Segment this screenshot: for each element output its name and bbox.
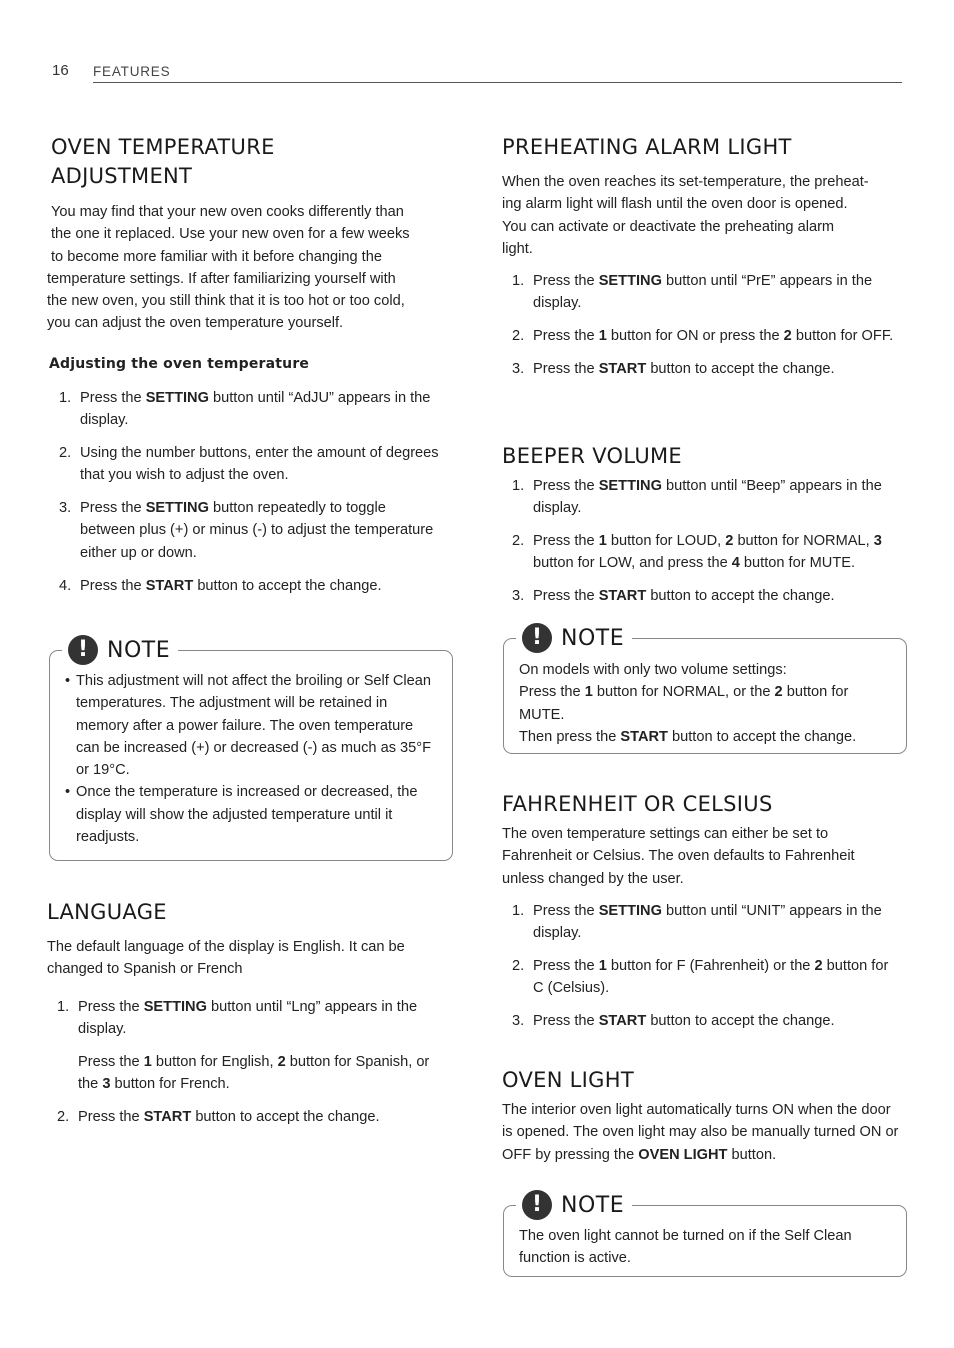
preheat-intro: When the oven reaches its set-temperature, the preheat- ing alarm light will flash until the oven door is opened. You can activate or deactivate the preheating alarm light. xyxy=(502,174,869,257)
fahrenheit-title: FAHRENHEIT OR CELSIUS xyxy=(502,792,773,816)
note-line: Press the 1 button for NORMAL, or the 2 button for MUTE. xyxy=(519,684,849,723)
list-item: 3. Press the START button to accept the change. xyxy=(512,1013,835,1030)
adjust-subheading: Adjusting the oven temperature xyxy=(49,356,310,372)
language-step1-detail: Press the 1 button for English, 2 button for Spanish, or the 3 button for French. xyxy=(78,1054,430,1093)
list-item: 1. Press the SETTING button until “Lng” appears in the display. xyxy=(57,999,418,1038)
oven-temp-title: OVEN TEMPERATURE ADJUSTMENT xyxy=(51,135,275,188)
language-title: LANGUAGE xyxy=(47,900,167,924)
list-item: 2. Using the number buttons, enter the amount of degrees that you wish to adjust the oven. xyxy=(59,445,439,484)
note-line: On models with only two volume settings: xyxy=(519,662,787,678)
list-item: • Once the temperature is increased or decreased, the display will show the adjusted temperature until it readjusts. xyxy=(65,781,440,848)
list-item: • This adjustment will not affect the broiling or Self Clean temperatures. The adjustment will be retained in memory after a power failure. The oven temperature can be increased (+) or decreased (-) as much as 35°F or 19°C. xyxy=(65,670,440,781)
header-rule xyxy=(93,82,902,83)
note-header xyxy=(516,1187,632,1223)
page-header xyxy=(50,60,902,84)
language-steps xyxy=(47,996,449,1139)
preheat-steps xyxy=(502,270,900,391)
note-title: NOTE xyxy=(107,637,171,663)
note-box-oven-light xyxy=(503,1192,907,1277)
list-item: 2. Press the 1 button for F (Fahrenheit) or the 2 button for C (Celsius). xyxy=(512,958,889,997)
oven-light-intro: The interior oven light automatically turns ON when the door is opened. The oven light may also be manually turned ON or OFF by pressing the OVEN LIGHT button. xyxy=(502,1102,899,1163)
list-item: 1. Press the SETTING button until “AdJU” appears in the display. xyxy=(59,390,431,429)
note-box-oven-temp xyxy=(49,637,453,861)
list-item: 2. Press the START button to accept the change. xyxy=(57,1109,380,1126)
fahrenheit-steps xyxy=(502,900,900,1043)
note-title: NOTE xyxy=(561,625,625,651)
preheat-title: PREHEATING ALARM LIGHT xyxy=(502,135,792,159)
exclamation-icon: ! xyxy=(522,623,552,653)
language-intro: The default language of the display is English. It can be changed to Spanish or French xyxy=(47,939,405,978)
beeper-title: BEEPER VOLUME xyxy=(502,444,682,468)
list-item: 1. Press the SETTING button until “PrE” appears in the display. xyxy=(512,273,873,312)
oven-temp-intro: You may find that your new oven cooks differently than the one it replaced. Use your new oven for a few weeks to become more familiar with it before changing the temperature settings. If after familiarizing yourself with the new oven, you still think that it is too hot or too cold, you can adjust the oven temperature yourself. xyxy=(47,204,410,332)
list-item: 4. Press the START button to accept the change. xyxy=(59,577,382,594)
note-bullets xyxy=(65,670,440,848)
fahrenheit-intro: The oven temperature settings can either be set to Fahrenheit or Celsius. The oven defaults to Fahrenheit unless changed by the user. xyxy=(502,826,855,887)
exclamation-icon: ! xyxy=(522,1190,552,1220)
page-number: 16 xyxy=(52,62,69,79)
exclamation-icon: ! xyxy=(68,635,98,665)
list-item: 2. Press the 1 button for LOUD, 2 button for NORMAL, 3 button for LOW, and press the 4 button for MUTE. xyxy=(512,533,882,572)
oven-light-title: OVEN LIGHT xyxy=(502,1068,634,1092)
list-item: 3. Press the START button to accept the change. xyxy=(512,588,835,605)
note-line: The oven light cannot be turned on if the Self Clean function is active. xyxy=(519,1228,852,1267)
note-title: NOTE xyxy=(561,1192,625,1218)
note-header xyxy=(62,632,178,668)
oven-temp-steps xyxy=(49,387,441,607)
note-line: Then press the START button to accept the change. xyxy=(519,728,857,745)
section-label: FEATURES xyxy=(93,64,171,79)
beeper-steps xyxy=(502,475,900,618)
note-header xyxy=(516,620,632,656)
list-item: 3. Press the SETTING button repeatedly to toggle between plus (+) or minus (-) to adjust the temperature either up or down. xyxy=(59,500,434,561)
note-box-beeper xyxy=(503,625,907,754)
list-item: 1. Press the SETTING button until “UNIT” appears in the display. xyxy=(512,903,882,942)
list-item: 2. Press the 1 button for ON or press the 2 button for OFF. xyxy=(512,328,894,345)
list-item: 3. Press the START button to accept the change. xyxy=(512,360,835,377)
list-item: 1. Press the SETTING button until “Beep” appears in the display. xyxy=(512,478,882,517)
